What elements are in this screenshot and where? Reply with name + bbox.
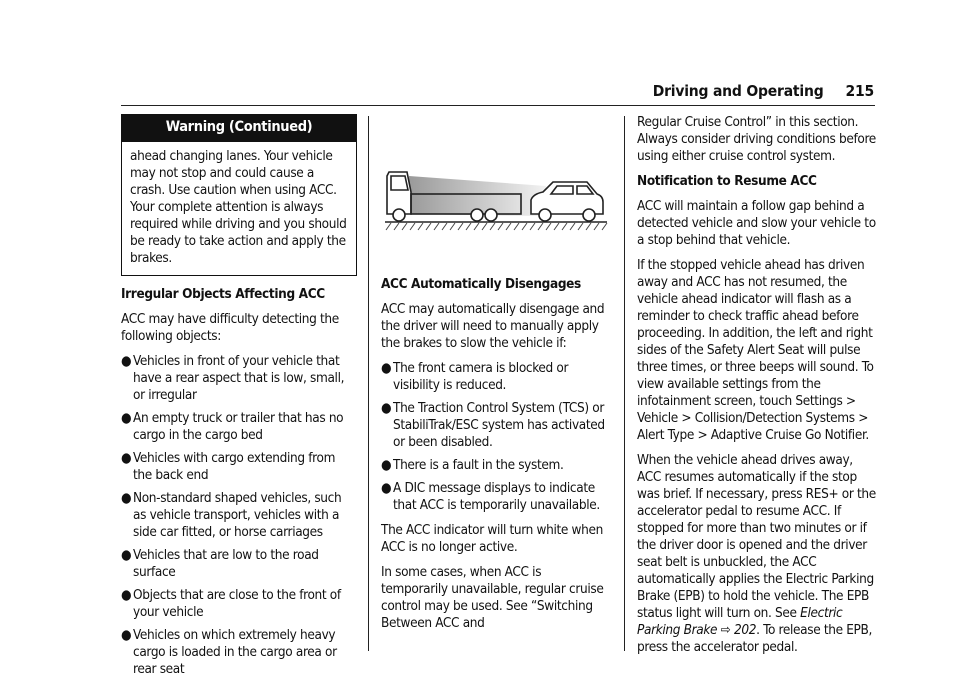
bullet-icon: ● (121, 353, 132, 369)
cross-reference-page[interactable]: 202 (734, 622, 757, 638)
column-divider (368, 116, 369, 651)
list-item: ● An empty truck or trailer that has no cargo in the cargo bed (121, 410, 344, 443)
list-item: ● There is a fault in the system. (381, 457, 564, 473)
list-item: ● The Traction Control System (TCS) or StabiliTrak/ESC system has activated or been disabled. (381, 400, 605, 450)
bullet-list (121, 353, 357, 678)
warning-title: Warning (Continued) (122, 115, 356, 142)
subheading-irregular-objects: Irregular Objects Affecting ACC (121, 286, 325, 302)
warning-box (121, 114, 357, 276)
list-item: ● Vehicles on which extremely heavy cargo is loaded in the cargo area or rear seat (121, 627, 337, 677)
page-header (653, 82, 874, 100)
list-item: ● Vehicles in front of your vehicle that have a rear aspect that is low, small, or irregular (121, 353, 345, 403)
paragraph: Regular Cruise Control” in this section. Always consider driving conditions before using either cruise control system. (637, 114, 876, 164)
bullet-icon: ● (121, 410, 132, 426)
paragraph: If the stopped vehicle ahead has driven away and ACC has not resumed, the vehicle ahead indicator will flash as a reminder to check traffic ahead before proceeding. In addition, the left and right sides of the Safety Alert Seat will pulse three times, or three beeps will sound. To view available settings from the infotainment screen, touch Settings > Vehicle > Collision/Detection Systems > Alert Type > Adaptive Cruise Go Notifier. (637, 257, 874, 443)
section-title: Driving and Operating (652, 82, 824, 100)
bullet-icon: ● (121, 450, 132, 466)
bullet-icon: ● (121, 627, 132, 643)
column-right (637, 114, 877, 664)
page-number: 215 (845, 82, 874, 100)
list-item: ● Objects that are close to the front of your vehicle (121, 587, 341, 620)
bullet-icon: ● (381, 400, 392, 416)
subheading-acc-disengages: ACC Automatically Disengages (381, 276, 581, 292)
cross-reference-link[interactable]: Electric Parking Brake (637, 605, 843, 638)
list-item: ● Vehicles with cargo extending from the back end (121, 450, 336, 483)
column-left (121, 114, 357, 686)
column-middle (381, 114, 611, 640)
bullet-list (381, 360, 611, 514)
paragraph: ACC will maintain a follow gap behind a detected vehicle and slow your vehicle to a stop behind that vehicle. (637, 198, 876, 248)
bullet-icon: ● (381, 480, 392, 496)
bullet-icon: ● (121, 587, 132, 603)
header-rule (121, 105, 875, 106)
list-item: ● Vehicles that are low to the road surface (121, 547, 319, 580)
subheading-resume-notification: Notification to Resume ACC (637, 173, 817, 189)
bullet-icon: ● (381, 457, 392, 473)
warning-body: ahead changing lanes. Your vehicle may not stop and could cause a crash. Use caution when using ACC. Your complete attention is always required while driving and you should be ready to take action and apply the brakes. (130, 148, 347, 266)
bullet-icon: ● (121, 547, 132, 563)
acc-following-illustration (381, 136, 611, 238)
bullet-icon: ● (121, 490, 132, 506)
list-item: ● The front camera is blocked or visibility is reduced. (381, 360, 569, 393)
paragraph: The ACC indicator will turn white when ACC is no longer active. (381, 522, 603, 555)
bullet-icon: ● (381, 360, 392, 376)
truck-and-car-illustration (381, 136, 611, 238)
list-item: ● A DIC message displays to indicate that ACC is temporarily unavailable. (381, 480, 600, 513)
paragraph: ACC may automatically disengage and the driver will need to manually apply the brakes to slow the vehicle if: (381, 301, 605, 351)
paragraph: ACC may have difficulty detecting the following objects: (121, 311, 339, 344)
paragraph: When the vehicle ahead drives away, ACC resumes automatically if the stop was brief. If necessary, press RES+ or the accelerator pedal to resume ACC. If stopped for more than two minutes or if the driver door is opened and the driver seat belt is unbuckled, the ACC automatically applies the Electric Parking Brake (EPB) to hold the vehicle. The EPB status light will turn on. See Electric Parking Brake ⇨ 202. To release the EPB, press the accelerator pedal. (637, 452, 876, 655)
page-reference-arrow-icon: ⇨ (720, 622, 731, 638)
column-divider (624, 116, 625, 651)
list-item: ● Non-standard shaped vehicles, such as vehicle transport, vehicles with a side car fitted, or horse carriages (121, 490, 342, 540)
paragraph: In some cases, when ACC is temporarily unavailable, regular cruise control may be used. See “Switching Between ACC and (381, 564, 604, 631)
